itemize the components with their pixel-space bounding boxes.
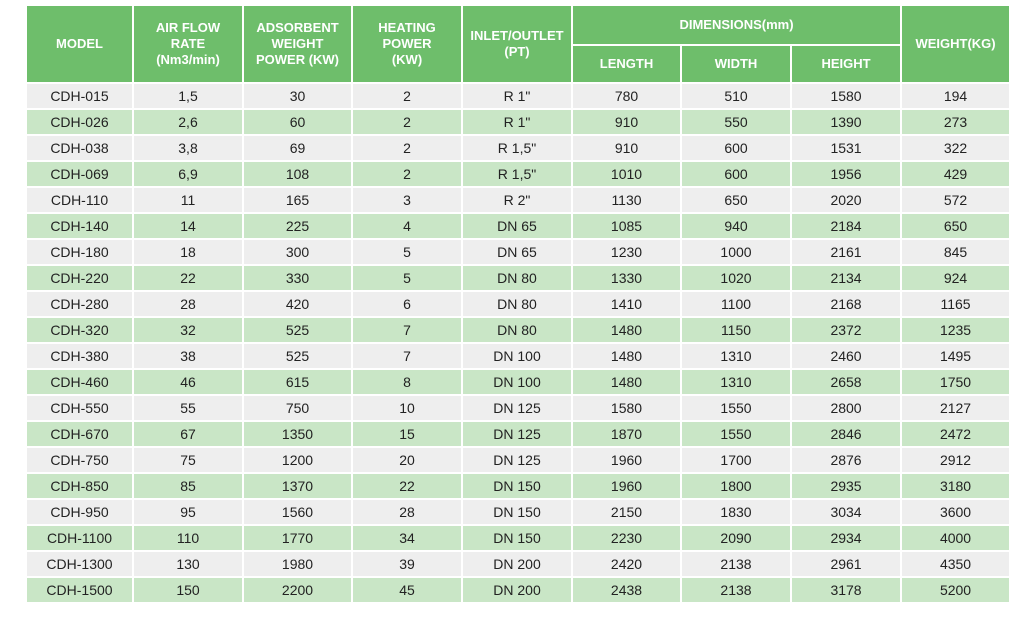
cell-width: 1100	[681, 291, 791, 317]
cell-inlet-outlet: DN 80	[462, 265, 572, 291]
cell-length: 1480	[572, 317, 681, 343]
cell-height: 2134	[791, 265, 901, 291]
cell-weight: 322	[901, 135, 1010, 161]
cell-heating-power: 7	[352, 343, 462, 369]
cell-height: 2935	[791, 473, 901, 499]
cell-width: 1700	[681, 447, 791, 473]
cell-height: 2658	[791, 369, 901, 395]
header-length: LENGTH	[572, 45, 681, 83]
cell-weight: 5200	[901, 577, 1010, 603]
cell-adsorbent-weight: 108	[243, 161, 352, 187]
header-inlet-outlet: INLET/OUTLET (PT)	[462, 5, 572, 83]
cell-weight: 4000	[901, 525, 1010, 551]
cell-inlet-outlet: R 1,5"	[462, 161, 572, 187]
table-row	[26, 317, 1010, 343]
header-width: WIDTH	[681, 45, 791, 83]
table-row	[26, 499, 1010, 525]
cell-inlet-outlet: DN 80	[462, 291, 572, 317]
cell-inlet-outlet: DN 150	[462, 473, 572, 499]
cell-adsorbent-weight: 525	[243, 317, 352, 343]
table-header	[26, 5, 1010, 83]
cell-width: 940	[681, 213, 791, 239]
cell-width: 650	[681, 187, 791, 213]
cell-adsorbent-weight: 1560	[243, 499, 352, 525]
cell-height: 3034	[791, 499, 901, 525]
cell-width: 1310	[681, 369, 791, 395]
cell-width: 1550	[681, 395, 791, 421]
cell-length: 1085	[572, 213, 681, 239]
cell-heating-power: 2	[352, 161, 462, 187]
cell-length: 1330	[572, 265, 681, 291]
cell-inlet-outlet: DN 65	[462, 213, 572, 239]
cell-heating-power: 7	[352, 317, 462, 343]
cell-length: 910	[572, 109, 681, 135]
cell-model: CDH-380	[26, 343, 133, 369]
table-row	[26, 551, 1010, 577]
table-row	[26, 291, 1010, 317]
cell-width: 2138	[681, 551, 791, 577]
cell-heating-power: 20	[352, 447, 462, 473]
cell-length: 1480	[572, 369, 681, 395]
cell-adsorbent-weight: 1370	[243, 473, 352, 499]
cell-length: 2420	[572, 551, 681, 577]
cell-inlet-outlet: DN 200	[462, 551, 572, 577]
table-row	[26, 343, 1010, 369]
table-row	[26, 265, 1010, 291]
table-row	[26, 525, 1010, 551]
header-height: HEIGHT	[791, 45, 901, 83]
cell-adsorbent-weight: 225	[243, 213, 352, 239]
spec-table	[25, 4, 1011, 604]
cell-length: 1230	[572, 239, 681, 265]
cell-model: CDH-140	[26, 213, 133, 239]
cell-height: 2961	[791, 551, 901, 577]
cell-inlet-outlet: DN 200	[462, 577, 572, 603]
cell-air-flow-rate: 85	[133, 473, 243, 499]
cell-length: 1960	[572, 447, 681, 473]
cell-adsorbent-weight: 525	[243, 343, 352, 369]
cell-adsorbent-weight: 330	[243, 265, 352, 291]
cell-air-flow-rate: 75	[133, 447, 243, 473]
header-model: MODEL	[26, 5, 133, 83]
table-row	[26, 447, 1010, 473]
table-row	[26, 187, 1010, 213]
cell-heating-power: 34	[352, 525, 462, 551]
cell-adsorbent-weight: 69	[243, 135, 352, 161]
cell-air-flow-rate: 6,9	[133, 161, 243, 187]
cell-model: CDH-026	[26, 109, 133, 135]
cell-length: 1010	[572, 161, 681, 187]
table-body	[26, 83, 1010, 603]
cell-adsorbent-weight: 60	[243, 109, 352, 135]
cell-length: 910	[572, 135, 681, 161]
cell-air-flow-rate: 110	[133, 525, 243, 551]
cell-height: 1956	[791, 161, 901, 187]
cell-width: 1020	[681, 265, 791, 291]
table-row	[26, 395, 1010, 421]
cell-weight: 273	[901, 109, 1010, 135]
cell-inlet-outlet: DN 150	[462, 499, 572, 525]
cell-model: CDH-110	[26, 187, 133, 213]
cell-weight: 572	[901, 187, 1010, 213]
cell-adsorbent-weight: 420	[243, 291, 352, 317]
header-adsorbent-weight: ADSORBENT WEIGHT POWER (KW)	[243, 5, 352, 83]
cell-weight: 650	[901, 213, 1010, 239]
cell-heating-power: 2	[352, 109, 462, 135]
cell-model: CDH-950	[26, 499, 133, 525]
cell-inlet-outlet: R 1"	[462, 109, 572, 135]
cell-height: 2020	[791, 187, 901, 213]
cell-air-flow-rate: 46	[133, 369, 243, 395]
cell-weight: 924	[901, 265, 1010, 291]
cell-height: 1531	[791, 135, 901, 161]
cell-height: 2846	[791, 421, 901, 447]
cell-adsorbent-weight: 300	[243, 239, 352, 265]
cell-heating-power: 39	[352, 551, 462, 577]
cell-height: 1390	[791, 109, 901, 135]
cell-weight: 1165	[901, 291, 1010, 317]
cell-adsorbent-weight: 615	[243, 369, 352, 395]
cell-model: CDH-180	[26, 239, 133, 265]
cell-adsorbent-weight: 1980	[243, 551, 352, 577]
cell-inlet-outlet: DN 100	[462, 343, 572, 369]
cell-air-flow-rate: 55	[133, 395, 243, 421]
cell-weight: 2127	[901, 395, 1010, 421]
cell-height: 2460	[791, 343, 901, 369]
cell-air-flow-rate: 11	[133, 187, 243, 213]
cell-air-flow-rate: 2,6	[133, 109, 243, 135]
cell-adsorbent-weight: 2200	[243, 577, 352, 603]
table-row	[26, 109, 1010, 135]
cell-model: CDH-015	[26, 83, 133, 109]
cell-model: CDH-750	[26, 447, 133, 473]
header-dimensions: DIMENSIONS(mm)	[572, 5, 901, 45]
header-air-flow-rate: AIR FLOW RATE (Nm3/min)	[133, 5, 243, 83]
cell-height: 2372	[791, 317, 901, 343]
cell-weight: 194	[901, 83, 1010, 109]
cell-height: 2934	[791, 525, 901, 551]
cell-weight: 1495	[901, 343, 1010, 369]
cell-heating-power: 3	[352, 187, 462, 213]
cell-length: 1480	[572, 343, 681, 369]
cell-width: 1800	[681, 473, 791, 499]
cell-width: 1310	[681, 343, 791, 369]
cell-width: 2090	[681, 525, 791, 551]
cell-height: 2168	[791, 291, 901, 317]
cell-length: 1960	[572, 473, 681, 499]
cell-inlet-outlet: DN 80	[462, 317, 572, 343]
cell-heating-power: 45	[352, 577, 462, 603]
cell-heating-power: 22	[352, 473, 462, 499]
cell-model: CDH-670	[26, 421, 133, 447]
cell-length: 1410	[572, 291, 681, 317]
cell-weight: 3600	[901, 499, 1010, 525]
cell-model: CDH-550	[26, 395, 133, 421]
cell-height: 2876	[791, 447, 901, 473]
table-row	[26, 239, 1010, 265]
table-row	[26, 213, 1010, 239]
cell-length: 1870	[572, 421, 681, 447]
cell-model: CDH-850	[26, 473, 133, 499]
cell-weight: 3180	[901, 473, 1010, 499]
table-row	[26, 421, 1010, 447]
cell-length: 1130	[572, 187, 681, 213]
cell-air-flow-rate: 28	[133, 291, 243, 317]
cell-air-flow-rate: 150	[133, 577, 243, 603]
cell-adsorbent-weight: 1770	[243, 525, 352, 551]
cell-air-flow-rate: 18	[133, 239, 243, 265]
cell-length: 2438	[572, 577, 681, 603]
cell-weight: 4350	[901, 551, 1010, 577]
cell-inlet-outlet: DN 65	[462, 239, 572, 265]
cell-width: 510	[681, 83, 791, 109]
cell-inlet-outlet: DN 150	[462, 525, 572, 551]
cell-air-flow-rate: 14	[133, 213, 243, 239]
cell-model: CDH-1500	[26, 577, 133, 603]
cell-adsorbent-weight: 165	[243, 187, 352, 213]
cell-adsorbent-weight: 1350	[243, 421, 352, 447]
cell-heating-power: 5	[352, 265, 462, 291]
cell-model: CDH-069	[26, 161, 133, 187]
cell-air-flow-rate: 38	[133, 343, 243, 369]
cell-length: 1580	[572, 395, 681, 421]
cell-weight: 429	[901, 161, 1010, 187]
table-row	[26, 83, 1010, 109]
cell-air-flow-rate: 3,8	[133, 135, 243, 161]
cell-adsorbent-weight: 30	[243, 83, 352, 109]
header-heating-power: HEATING POWER (KW)	[352, 5, 462, 83]
cell-heating-power: 6	[352, 291, 462, 317]
cell-air-flow-rate: 22	[133, 265, 243, 291]
table-row	[26, 473, 1010, 499]
cell-inlet-outlet: DN 100	[462, 369, 572, 395]
cell-height: 2184	[791, 213, 901, 239]
cell-height: 2800	[791, 395, 901, 421]
cell-heating-power: 15	[352, 421, 462, 447]
header-weight: WEIGHT(KG)	[901, 5, 1010, 83]
table-row	[26, 577, 1010, 603]
cell-weight: 845	[901, 239, 1010, 265]
cell-model: CDH-320	[26, 317, 133, 343]
cell-model: CDH-038	[26, 135, 133, 161]
cell-weight: 2472	[901, 421, 1010, 447]
cell-length: 780	[572, 83, 681, 109]
cell-inlet-outlet: R 1,5"	[462, 135, 572, 161]
cell-heating-power: 28	[352, 499, 462, 525]
cell-air-flow-rate: 67	[133, 421, 243, 447]
cell-inlet-outlet: DN 125	[462, 421, 572, 447]
cell-model: CDH-1100	[26, 525, 133, 551]
cell-air-flow-rate: 1,5	[133, 83, 243, 109]
cell-width: 600	[681, 161, 791, 187]
table-row	[26, 369, 1010, 395]
cell-height: 2161	[791, 239, 901, 265]
cell-model: CDH-1300	[26, 551, 133, 577]
cell-width: 600	[681, 135, 791, 161]
cell-inlet-outlet: R 2"	[462, 187, 572, 213]
cell-air-flow-rate: 130	[133, 551, 243, 577]
cell-heating-power: 8	[352, 369, 462, 395]
cell-width: 550	[681, 109, 791, 135]
cell-width: 2138	[681, 577, 791, 603]
cell-length: 2230	[572, 525, 681, 551]
table-row	[26, 161, 1010, 187]
cell-heating-power: 5	[352, 239, 462, 265]
table-row	[26, 135, 1010, 161]
cell-weight: 2912	[901, 447, 1010, 473]
cell-heating-power: 2	[352, 135, 462, 161]
cell-air-flow-rate: 32	[133, 317, 243, 343]
cell-length: 2150	[572, 499, 681, 525]
cell-weight: 1235	[901, 317, 1010, 343]
cell-width: 1830	[681, 499, 791, 525]
cell-adsorbent-weight: 750	[243, 395, 352, 421]
cell-inlet-outlet: DN 125	[462, 447, 572, 473]
cell-width: 1150	[681, 317, 791, 343]
cell-heating-power: 4	[352, 213, 462, 239]
cell-width: 1000	[681, 239, 791, 265]
cell-weight: 1750	[901, 369, 1010, 395]
cell-heating-power: 2	[352, 83, 462, 109]
cell-adsorbent-weight: 1200	[243, 447, 352, 473]
cell-height: 3178	[791, 577, 901, 603]
cell-model: CDH-220	[26, 265, 133, 291]
cell-air-flow-rate: 95	[133, 499, 243, 525]
cell-model: CDH-280	[26, 291, 133, 317]
cell-width: 1550	[681, 421, 791, 447]
cell-inlet-outlet: DN 125	[462, 395, 572, 421]
cell-model: CDH-460	[26, 369, 133, 395]
cell-inlet-outlet: R 1"	[462, 83, 572, 109]
cell-height: 1580	[791, 83, 901, 109]
cell-heating-power: 10	[352, 395, 462, 421]
